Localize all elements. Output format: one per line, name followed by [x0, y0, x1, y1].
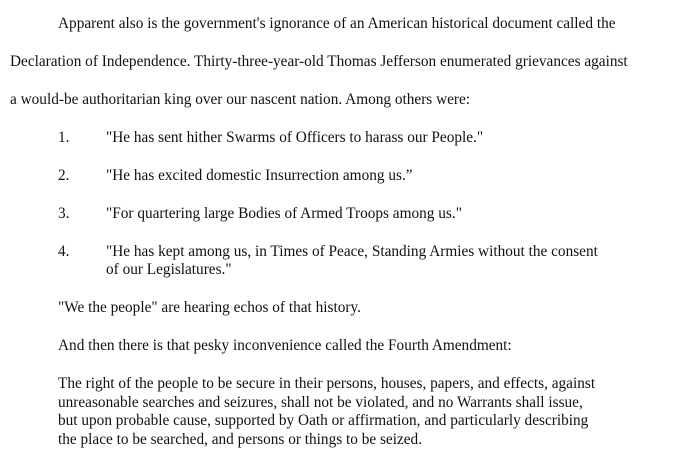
- grievance-number: 4.: [58, 243, 70, 260]
- intro-line-2: Declaration of Independence. Thirty-three-year-old Thomas Jefferson enumerated grievances against: [10, 53, 628, 70]
- grievance-text: "He has sent hither Swarms of Officers to harass our People.": [106, 129, 484, 146]
- fourth-amendment-intro: And then there is that pesky inconvenience called the Fourth Amendment:: [58, 337, 512, 354]
- grievance-text: "He has excited domestic Insurrection among us.”: [106, 167, 413, 184]
- grievance-number: 3.: [58, 205, 70, 222]
- grievance-text: "He has kept among us, in Times of Peace, Standing Armies without the consent: [106, 243, 598, 260]
- quote-line-3: but upon probable cause, supported by Oath or affirmation, and particularly describing: [58, 412, 589, 429]
- intro-line-1: Apparent also is the government's ignorance of an American historical document called the: [58, 15, 616, 32]
- grievance-number: 2.: [58, 167, 70, 184]
- quote-line-4: the place to be searched, and persons or things to be seized.: [58, 430, 423, 448]
- echo-paragraph: "We the people" are hearing echos of that history.: [58, 299, 361, 316]
- intro-line-3: a would-be authoritarian king over our nascent nation. Among others were:: [10, 91, 471, 108]
- quote-line-2: unreasonable searches and seizures, shall not be violated, and no Warrants shall issue,: [58, 393, 583, 411]
- quote-line-1: The right of the people to be secure in their persons, houses, papers, and effects, against: [58, 375, 596, 392]
- grievance-text-continued: of our Legislatures.": [106, 261, 232, 278]
- grievance-number: 1.: [58, 129, 70, 146]
- grievance-text: "For quartering large Bodies of Armed Troops among us.": [106, 205, 462, 222]
